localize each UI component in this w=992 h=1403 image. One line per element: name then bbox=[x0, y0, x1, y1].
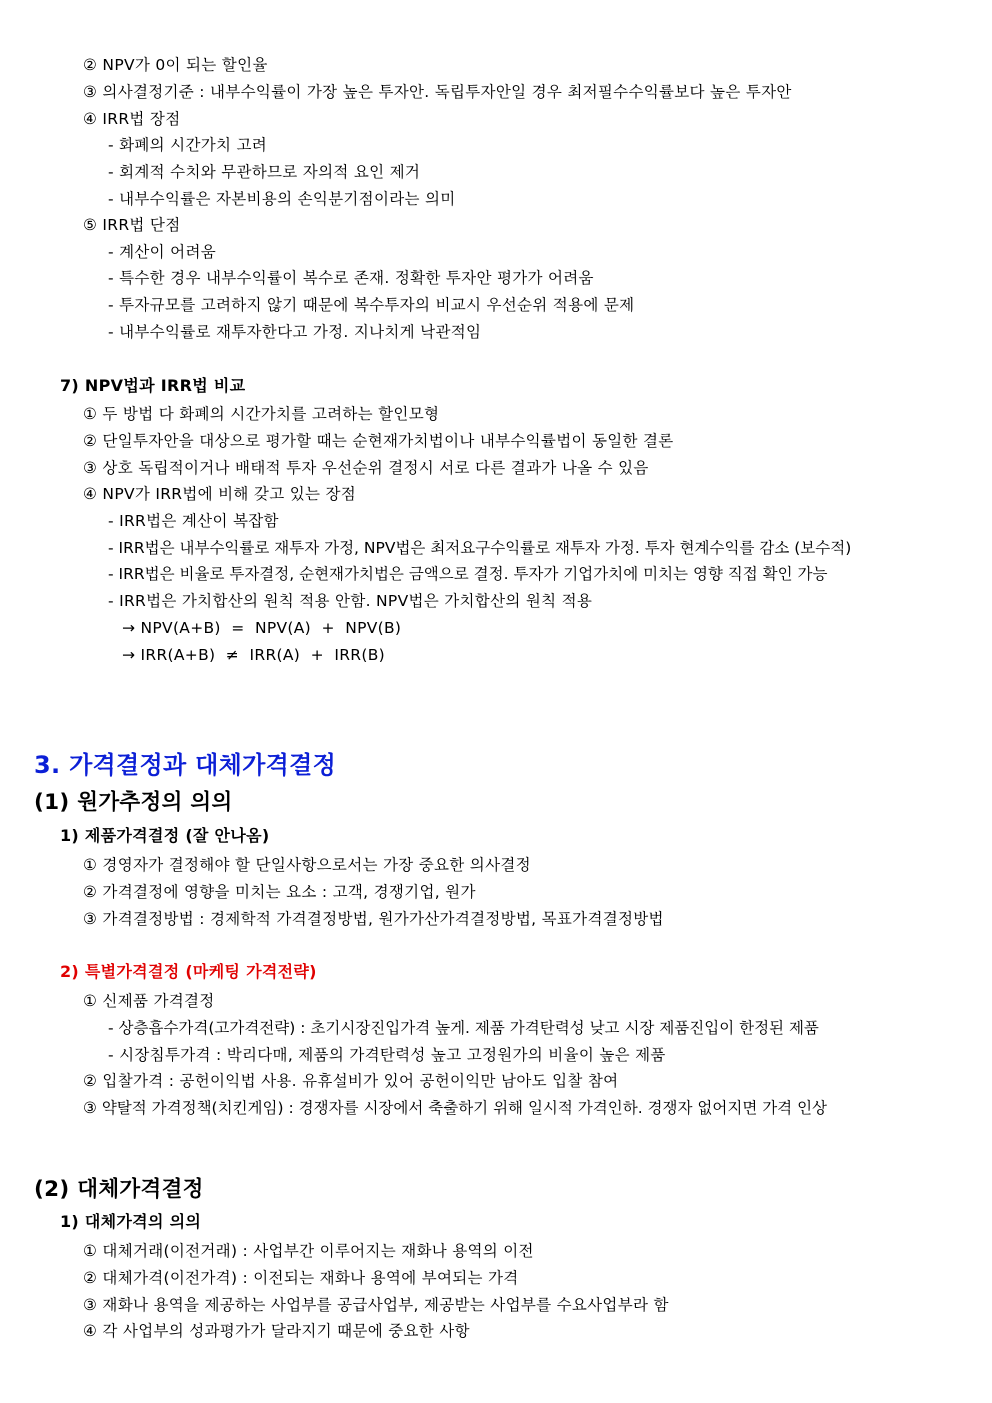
sub-item: - 계산이 어려움 bbox=[108, 243, 216, 261]
list-item: ② 대체가격(이전가격) : 이전되는 재화나 용역에 부여되는 가격 bbox=[83, 1269, 519, 1287]
list-item: ② 입찰가격 : 공헌이익법 사용. 유휴설비가 있어 공헌이익만 남아도 입찰 참여 bbox=[83, 1072, 619, 1090]
sub-item: - 투자규모를 고려하지 않기 때문에 복수투자의 비교시 우선순위 적용에 문제 bbox=[108, 296, 635, 314]
sub-item: - IRR법은 내부수익률로 재투자 가정, NPV법은 최저요구수익률로 재투자 가정. 투자 현계수익를 감소 (보수적) bbox=[108, 539, 852, 557]
list-item: ③ 약탈적 가격정책(치킨게임) : 경쟁자를 시장에서 축출하기 위해 일시적 가격인하. 경쟁자 없어지면 가격 인상 bbox=[83, 1099, 828, 1117]
list-item: ① 두 방법 다 화폐의 시간가치를 고려하는 할인모형 bbox=[83, 405, 440, 423]
subsection-heading: 1) 대체가격의 의의 bbox=[60, 1212, 202, 1231]
subsection-heading: 1) 제품가격결정 (잘 안나옴) bbox=[60, 826, 270, 845]
section-heading: (1) 원가추정의 의의 bbox=[34, 790, 233, 815]
list-item: ② 단일투자안을 대상으로 평가할 때는 순현재가치법이나 내부수익률법이 동일한 결론 bbox=[83, 432, 674, 450]
list-item: ③ 의사결정기준 : 내부수익률이 가장 높은 투자안. 독립투자안일 경우 최저필수수익률보다 높은 투자안 bbox=[83, 83, 792, 101]
list-item: ④ NPV가 IRR법에 비해 갖고 있는 장점 bbox=[83, 485, 357, 503]
sub-item: - IRR법은 계산이 복잡함 bbox=[108, 512, 279, 530]
section-heading: (2) 대체가격결정 bbox=[34, 1177, 204, 1202]
subsection-heading: 2) 특별가격결정 (마케팅 가격전략) bbox=[60, 962, 317, 981]
list-item: ② 가격결정에 영향을 미치는 요소 : 고객, 경쟁기업, 원가 bbox=[83, 883, 476, 901]
list-item: ① 경영자가 결정해야 할 단일사항으로서는 가장 중요한 의사결정 bbox=[83, 856, 531, 874]
formula: → IRR(A+B) ≠ IRR(A) + IRR(B) bbox=[122, 646, 385, 664]
section-title: 3. 가격결정과 대체가격결정 bbox=[34, 751, 337, 779]
sub-item: - 특수한 경우 내부수익률이 복수로 존재. 정확한 투자안 평가가 어려움 bbox=[108, 269, 594, 287]
sub-item: - 시장침투가격 : 박리다매, 제품의 가격탄력성 높고 고정원가의 비율이 높은 제품 bbox=[108, 1046, 666, 1064]
sub-item: - 회계적 수치와 무관하므로 자의적 요인 제거 bbox=[108, 163, 421, 181]
subsection-heading: 7) NPV법과 IRR법 비교 bbox=[60, 376, 246, 395]
list-item: ④ 각 사업부의 성과평가가 달라지기 때문에 중요한 사항 bbox=[83, 1322, 470, 1340]
sub-item: - IRR법은 비율로 투자결정, 순현재가치법은 금액으로 결정. 투자가 기업가치에 미치는 영향 직접 확인 가능 bbox=[108, 565, 828, 583]
list-item: ④ IRR법 장점 bbox=[83, 110, 181, 128]
sub-item: - 내부수익률은 자본비용의 손익분기점이라는 의미 bbox=[108, 190, 456, 208]
sub-item: - 화폐의 시간가치 고려 bbox=[108, 136, 268, 154]
list-item: ① 신제품 가격결정 bbox=[83, 992, 215, 1010]
formula: → NPV(A+B) = NPV(A) + NPV(B) bbox=[122, 619, 402, 637]
list-item: ③ 상호 독립적이거나 배태적 투자 우선순위 결정시 서로 다른 결과가 나올 수 있음 bbox=[83, 459, 649, 477]
list-item: ⑤ IRR법 단점 bbox=[83, 216, 181, 234]
sub-item: - IRR법은 가치합산의 원칙 적용 안함. NPV법은 가치합산의 원칙 적용 bbox=[108, 592, 593, 610]
sub-item: - 내부수익률로 재투자한다고 가정. 지나치게 낙관적임 bbox=[108, 323, 482, 341]
sub-item: - 상층흡수가격(고가격전략) : 초기시장진입가격 높게. 제품 가격탄력성 낮고 시장 제품진입이 한정된 제품 bbox=[108, 1019, 819, 1037]
list-item: ③ 재화나 용역을 제공하는 사업부를 공급사업부, 제공받는 사업부를 수요사업부라 함 bbox=[83, 1296, 669, 1314]
list-item: ③ 가격결정방법 : 경제학적 가격결정방법, 원가가산가격결정방법, 목표가격결정방법 bbox=[83, 910, 664, 928]
list-item: ② NPV가 0이 되는 할인율 bbox=[83, 56, 268, 74]
list-item: ① 대체거래(이전거래) : 사업부간 이루어지는 재화나 용역의 이전 bbox=[83, 1242, 534, 1260]
